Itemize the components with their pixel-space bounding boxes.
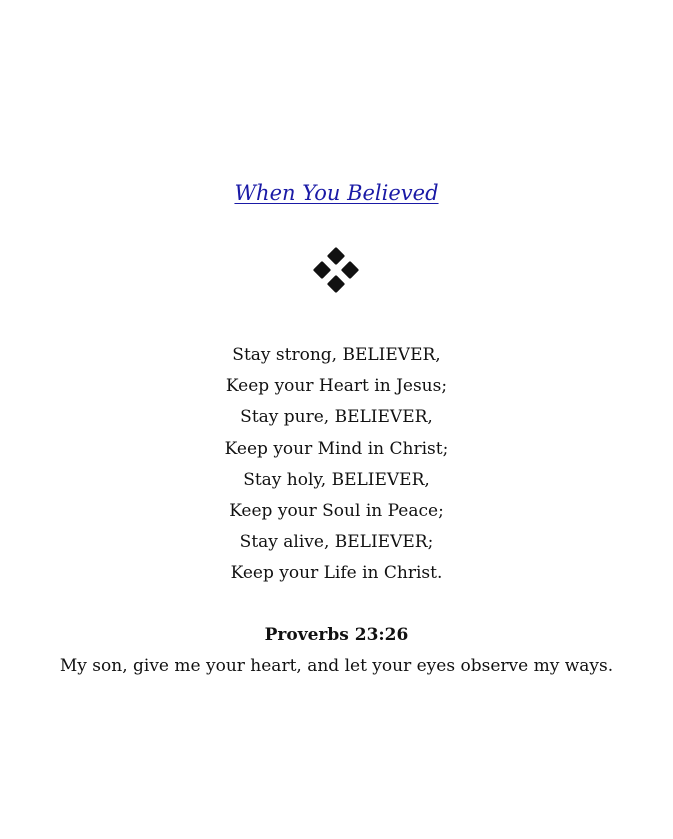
ornament-diamond-left <box>313 261 331 279</box>
poem-line: Stay strong, BELIEVER, <box>232 345 441 365</box>
poem-line: Stay pure, BELIEVER, <box>240 407 433 428</box>
poem-line: Keep your Life in Christ. <box>230 563 443 584</box>
poem-line: Keep your Soul in Peace; <box>229 500 444 521</box>
poem-line: Stay alive, BELIEVER; <box>239 532 434 553</box>
ornament-diamond-right <box>341 261 359 279</box>
ornament-diamond-top <box>327 247 345 265</box>
poem-line: Keep your Heart in Jesus; <box>225 376 448 397</box>
poem-title-link[interactable]: When You Believed <box>234 181 439 205</box>
poem-title <box>0 178 673 208</box>
poem-body <box>0 340 673 590</box>
poem-line: Stay holy, BELIEVER, <box>243 469 430 490</box>
scripture-verse: My son, give me your heart, and let your eyes observe my ways. <box>59 656 614 676</box>
ornament-diamond-bottom <box>327 275 345 293</box>
four-diamond-ornament-icon <box>312 246 360 294</box>
poem-line: Keep your Mind in Christ; <box>224 438 449 459</box>
scripture-reference: Proverbs 23:26 <box>264 625 409 645</box>
